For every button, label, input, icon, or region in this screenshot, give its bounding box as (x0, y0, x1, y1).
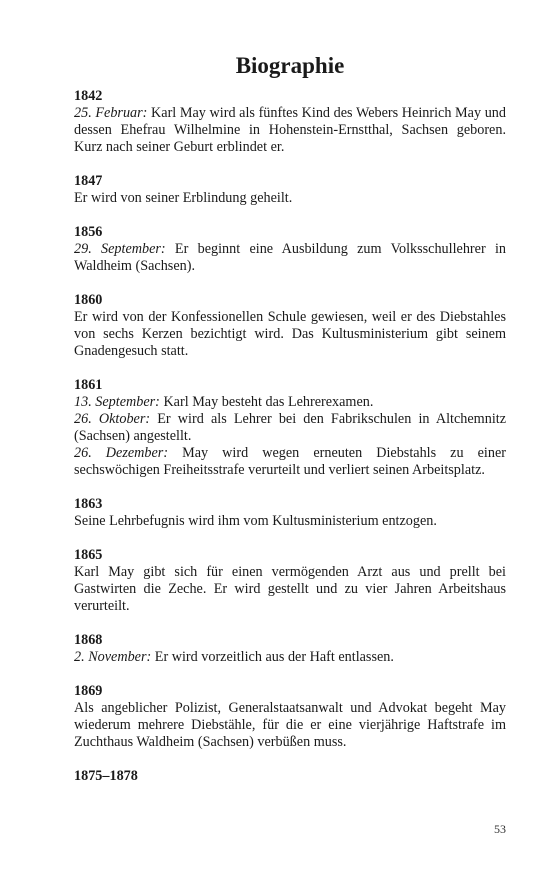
entry-0 (74, 88, 506, 156)
entry-year: 1875–1878 (74, 768, 138, 784)
entry-6 (74, 547, 506, 615)
entry-paragraph (74, 309, 506, 360)
entry-7 (74, 632, 506, 666)
entry-date: 26. Dezember: (74, 445, 169, 461)
entry-text: Karl May besteht das Lehrerexamen. (159, 394, 374, 410)
entry-paragraph (74, 190, 506, 207)
entry-text: May wird wegen erneuten Diebstahls zu einer sechswöchigen Freiheitsstrafe verurteilt und verliert seinen Arbeitsplatz. (74, 445, 506, 478)
entry-year: 1865 (74, 547, 103, 563)
entry-paragraph (74, 564, 506, 615)
page-number: 53 (494, 822, 506, 836)
entry-text: Er wird vorzeitlich aus der Haft entlassen. (151, 649, 394, 665)
entry-year: 1842 (74, 88, 103, 104)
entry-4 (74, 377, 506, 479)
entry-paragraph (74, 700, 506, 751)
entry-paragraph (74, 411, 506, 445)
biography-entries (74, 88, 506, 785)
entry-5 (74, 496, 506, 530)
entry-year: 1861 (74, 377, 103, 393)
entry-9 (74, 768, 506, 785)
entry-year: 1863 (74, 496, 103, 512)
page-title: Biographie (235, 53, 345, 78)
entry-paragraph (74, 649, 506, 666)
entry-date: 26. Oktober: (74, 411, 151, 427)
entry-year: 1868 (74, 632, 103, 648)
entry-paragraph (74, 105, 506, 156)
entry-3 (74, 292, 506, 360)
entry-1 (74, 173, 506, 207)
entry-year: 1869 (74, 683, 103, 699)
entry-paragraph (74, 394, 506, 411)
page-content (74, 52, 506, 802)
entry-paragraph (74, 513, 506, 530)
entry-text: Er wird als Lehrer bei den Fabrikschulen in Altchemnitz (Sachsen) angestellt. (74, 411, 506, 444)
entry-date: 13. September: (74, 394, 160, 410)
entry-2 (74, 224, 506, 275)
entry-year: 1856 (74, 224, 103, 240)
entry-date: 2. November: (74, 649, 152, 665)
entry-text: Karl May wird als fünftes Kind des Webers Heinrich May und dessen Ehefrau Wilhelmine in Hohenstein-Ernstthal, Sachsen geboren. Kurz nach seiner Geburt erblindet er. (74, 105, 506, 155)
entry-8 (74, 683, 506, 751)
entry-text: Als angeblicher Polizist, Generalstaatsanwalt und Advokat begeht May wiederum mehrere Diebstähle, für die er eine vierjährige Haftstrafe im Zuchthaus Waldheim (Sachsen) verbüßen muss. (74, 700, 506, 750)
entry-paragraph (74, 445, 506, 479)
entry-text: Er beginnt eine Ausbildung zum Volksschullehrer in Waldheim (Sachsen). (74, 241, 506, 274)
entry-text: Er wird von seiner Erblindung geheilt. (74, 190, 293, 206)
entry-year: 1847 (74, 173, 103, 189)
entry-date: 25. Februar: (74, 105, 148, 121)
entry-date: 29. September: (74, 241, 166, 257)
entry-text: Seine Lehrbefugnis wird ihm vom Kultusministerium entzogen. (74, 513, 437, 529)
entry-year: 1860 (74, 292, 103, 308)
entry-text: Karl May gibt sich für einen vermögenden Arzt aus und prellt bei Gastwirten die Zeche. Er wird gestellt und zu vier Jahren Arbeitshaus verurteilt. (74, 564, 506, 614)
entry-text: Er wird von der Konfessionellen Schule gewiesen, weil er des Diebstahles von sechs Kerzen bezichtigt wird. Das Kultusministerium gibt seinem Gnadengesuch statt. (74, 309, 506, 359)
entry-paragraph (74, 241, 506, 275)
